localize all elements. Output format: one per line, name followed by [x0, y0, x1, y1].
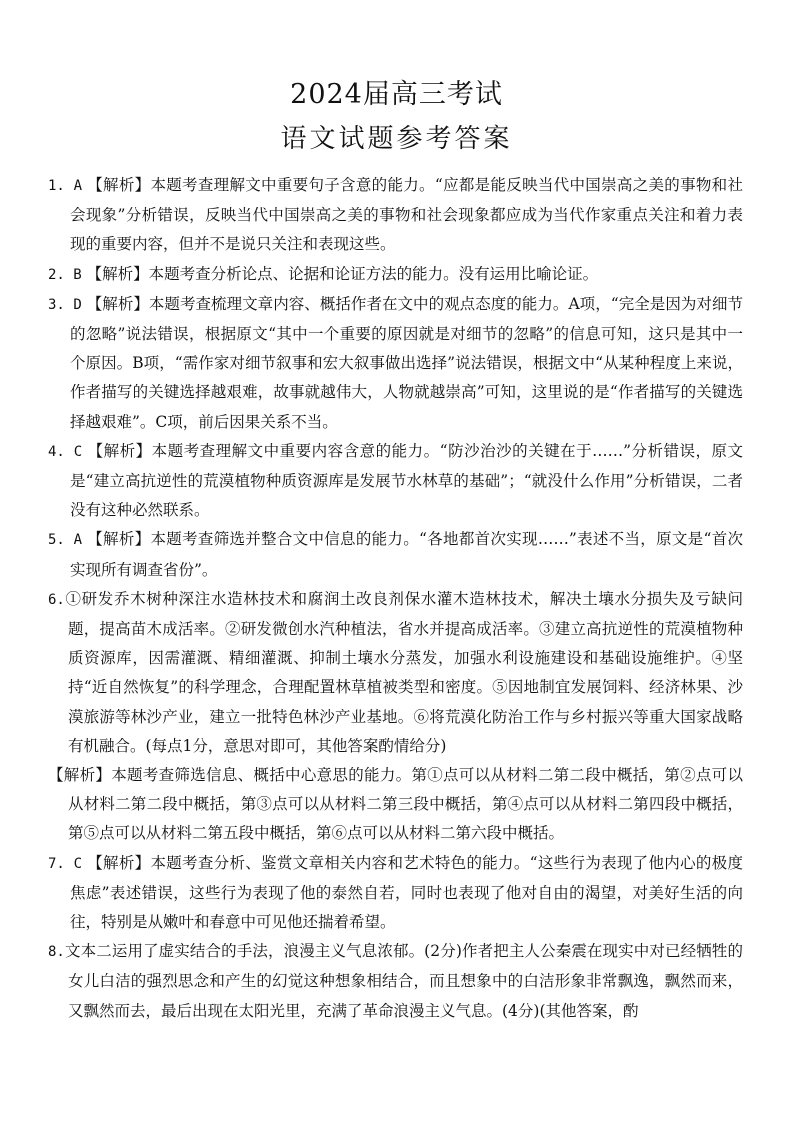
- answer-item-3: [48, 290, 743, 437]
- answer-item-6: [48, 585, 743, 761]
- answer-number: 8.: [48, 944, 65, 961]
- answer-number: 2. B: [48, 266, 82, 283]
- answer-number: 6.: [48, 591, 65, 608]
- answer-text: 【解析】本题考查分析论点、论据和论证方法的能力。没有运用比喻论证。: [86, 264, 599, 283]
- answer-item-4: [48, 437, 743, 526]
- answer-text: 【解析】本题考查理解文中重要句子含意的能力。“应都是能反映当代中国崇高之美的事物和社会现象”分析错误，反映当代中国崇高之美的事物和社会现象都应成为当代作家重点关注和着力表现的重要内容，但并不是说只关注和表现这些。: [70, 176, 743, 254]
- answer-item-7: [48, 849, 743, 938]
- exam-title: 2024届高三考试: [290, 79, 503, 110]
- answer-number: 1. A: [48, 178, 83, 194]
- answer-text: 文本二运用了虚实结合的手法，浪漫主义气息浓郁。(2分)作者把主人公秦震在现实中对已经牺牲的女儿白洁的强烈思念和产生的幻觉这种想象相结合，而且想象中的白洁形象非常飘逸，飘然而来，又飘然而去，最后出现在太阳光里，充满了革命浪漫主义气息。(4分)(其他答案，酌: [64, 942, 743, 1020]
- answer-list: [48, 171, 743, 1026]
- answer-item-1: [48, 171, 743, 260]
- answer-text: 【解析】本题考查梳理文章内容、概括作者在文中的观点态度的能力。A项，“完全是因为对细节的忽略”说法错误，根据原文“其中一个重要的原因就是对细节的忽略”的信息可知，这只是其中一个原因。B项，“需作家对细节叙事和宏大叙事做出选择”说法错误，根据文中“从某种程度上来说，作者描写的关键选择越艰难，故事就越伟大，人物就越崇高”可知，这里说的是“作者描写的关键选择越艰难”。C项，前后因果关系不当。: [70, 294, 743, 431]
- answer-item-8: [48, 937, 743, 1026]
- answer-text: 【解析】本题考查筛选并整合文中信息的能力。“各地都首次实现……”表述不当，原文是“首次实现所有调查省份”。: [70, 530, 743, 579]
- answer-item-6-analysis: [48, 761, 743, 849]
- answer-number: 4. C: [48, 443, 83, 460]
- answer-text: 【解析】本题考查理解文中重要内容含意的能力。“防沙治沙的关键在于……”分析错误，原文是“建立高抗逆性的荒漠植物种质资源库是发展节水林草的基础”；“就没什么作用”分析错误，二者没有这种必然联系。: [70, 441, 743, 520]
- answer-text: 【解析】本题考查分析、鉴赏文章相关内容和艺术特色的能力。“这些行为表现了他内心的极度焦虑”表述错误，这些行为表现了他的泰然自若，同时也表现了他对自由的渴望，对美好生活的向往，特别是从嫩叶和春意中可见他还揣着希望。: [70, 853, 743, 932]
- answer-item-2: [48, 260, 743, 290]
- answer-number: 3. D: [48, 296, 82, 313]
- answer-number: 5. A: [48, 532, 83, 549]
- answer-item-5: [48, 525, 743, 584]
- exam-subtitle: 语文试题参考答案: [280, 124, 513, 154]
- answer-text: 【解析】本题考查筛选信息、概括中心意思的能力。第①点可以从材料二第二段中概括，第②点可以从材料二第二段中概括，第③点可以从材料二第三段中概括，第④点可以从材料二第四段中概括，第⑤点可以从材料二第五段中概括，第⑥点可以从材料二第六段中概括。: [48, 766, 743, 843]
- answer-text: ①研发乔木树种深注水造林技术和腐润土改良剂保水灌木造林技术，解决土壤水分损失及亏缺问题，提高苗木成活率。②研发微创水汽种植法，省水并提高成活率。③建立高抗逆性的荒漠植物种质资源库，因需灌溉、精细灌溉、抑制土壤水分蒸发，加强水利设施建设和基础设施维护。④坚持“近自然恢复”的科学理念，合理配置林草植被类型和密度。⑤因地制宜发展饲料、经济林果、沙漠旅游等林沙产业，建立一批特色林沙产业基地。⑥将荒漠化防治工作与乡村振兴等重大国家战略有机融合。(每点1分，意思对即可，其他答案酌情给分): [64, 589, 743, 755]
- answer-number: 7. C: [48, 855, 83, 872]
